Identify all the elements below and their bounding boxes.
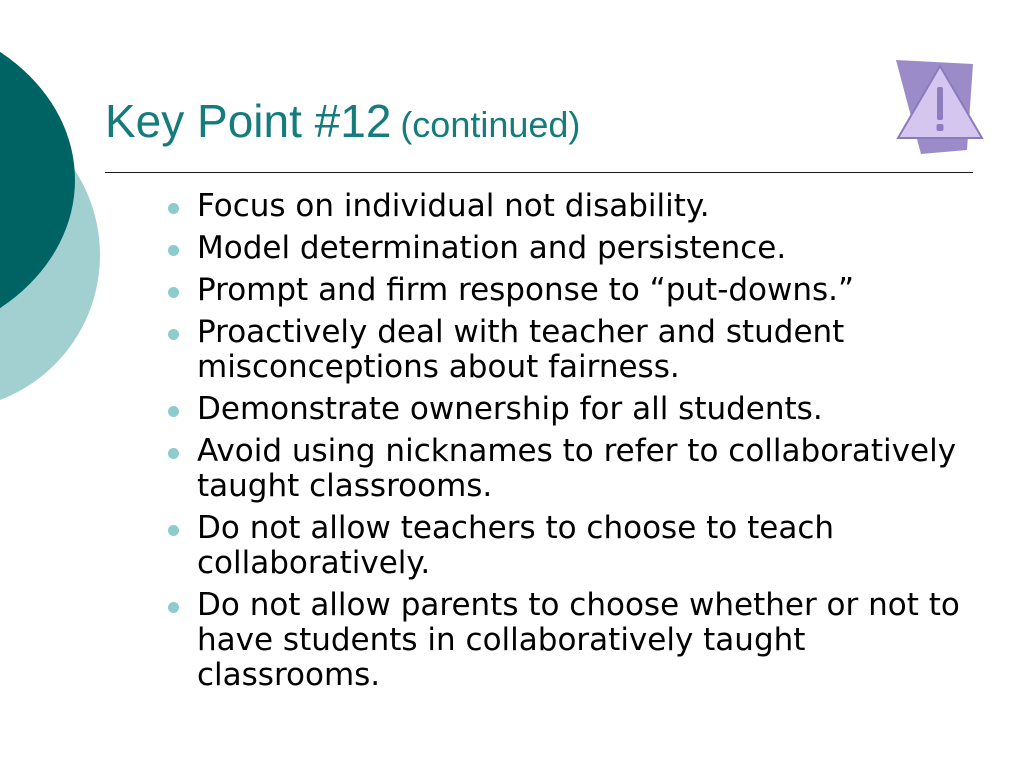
bullet-dot-icon [168,329,179,340]
bullet-dot-icon [168,406,179,417]
title-subtitle-text: (continued) [400,104,581,145]
bullet-list [165,189,995,700]
bullet-text: Do not allow parents to choose whether or not to have students in collaboratively taught classrooms. [197,587,960,693]
bullet-item [165,231,995,266]
bullet-item [165,588,995,693]
bullet-item [165,273,995,308]
slide-title [105,95,581,147]
bullet-text: Focus on individual not disability. [197,188,710,224]
bullet-text: Demonstrate ownership for all students. [197,391,823,427]
bullet-text: Prompt and firm response to “put-downs.” [197,272,855,308]
bullet-text: Model determination and persistence. [197,230,787,266]
title-main-text: Key Point #12 [105,95,392,147]
bullet-dot-icon [168,203,179,214]
bullet-text: Avoid using nicknames to refer to collaboratively taught classrooms. [197,433,957,504]
bullet-dot-icon [168,602,179,613]
bullet-item [165,434,995,504]
bullet-dot-icon [168,287,179,298]
bullet-text: Proactively deal with teacher and student misconceptions about fairness. [197,314,845,385]
bullet-item [165,511,995,581]
bullet-dot-icon [168,448,179,459]
warning-icon-exclamation-bar [937,87,943,120]
bullet-text: Do not allow teachers to choose to teach collaboratively. [197,510,835,581]
bullet-item [165,315,995,385]
bullet-dot-icon [168,245,179,256]
warning-triangle-icon [893,58,987,156]
warning-icon-exclamation-dot [937,124,944,131]
title-divider [105,172,973,173]
bullet-dot-icon [168,525,179,536]
bullet-item [165,189,995,224]
bullet-item [165,392,995,427]
